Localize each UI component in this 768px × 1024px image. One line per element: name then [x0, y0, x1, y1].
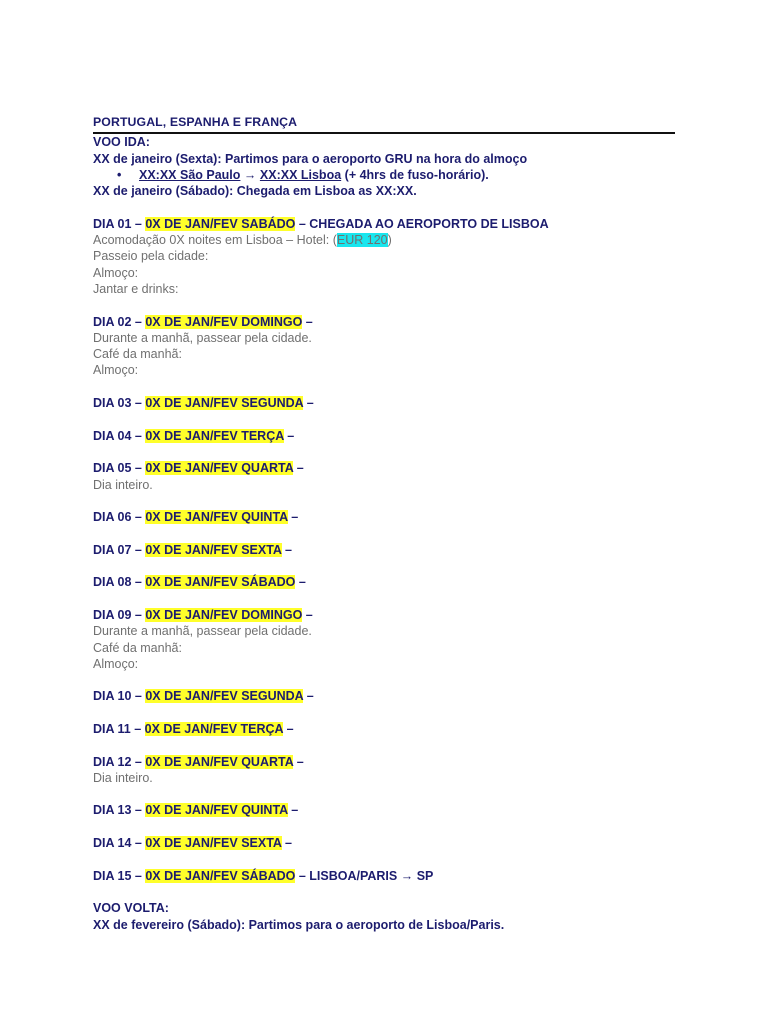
day-prefix: DIA 01 –	[93, 216, 146, 231]
day-destination: SP	[416, 868, 434, 883]
day-suffix: –	[281, 836, 292, 851]
day-heading-01	[93, 216, 675, 232]
spacer	[93, 379, 675, 395]
spacer	[93, 199, 675, 215]
voo-ida-line-2: XX de janeiro (Sábado): Chegada em Lisboa as XX:XX.	[93, 184, 417, 199]
day-detail: Café da manhã:	[93, 347, 182, 362]
day-date-highlight: 0X DE JAN/FEV SÁBADO	[145, 575, 296, 590]
day-suffix: –	[303, 689, 314, 704]
hotel-line	[93, 232, 675, 248]
flight-bullet	[93, 167, 675, 183]
day-heading-07	[93, 542, 675, 558]
day-suffix: –	[283, 721, 294, 736]
day-prefix: DIA 07 –	[93, 542, 146, 557]
day-prefix: DIA 12 –	[93, 754, 146, 769]
day-date-highlight: 0X DE JAN/FEV SÁBADO	[145, 868, 296, 883]
spacer	[93, 884, 675, 900]
spacer	[93, 493, 675, 509]
day-suffix: –	[295, 575, 306, 590]
day-prefix: DIA 14 –	[93, 836, 146, 851]
day-date-highlight: 0X DE JAN/FEV DOMINGO	[145, 314, 303, 329]
hotel-paren: )	[387, 233, 392, 248]
day-heading-15	[93, 868, 675, 884]
day-date-highlight: 0X DE JAN/FEV QUARTA	[145, 461, 294, 476]
day-prefix: DIA 11 –	[93, 721, 145, 736]
day-date-highlight: 0X DE JAN/FEV TERÇA	[144, 721, 284, 736]
day-suffix: –	[303, 396, 314, 411]
day-suffix: –	[287, 510, 299, 525]
day-detail: Almoço:	[93, 363, 139, 378]
almoco-line: Almoço:	[93, 265, 139, 280]
day-date-highlight: 0X DE JAN/FEV TERÇA	[145, 428, 284, 443]
day-date-highlight: 0X DE JAN/FEV QUINTA	[145, 510, 288, 525]
day-heading-02	[93, 314, 675, 330]
arrow-right-icon: →	[243, 167, 257, 182]
voo-ida-heading: VOO IDA:	[93, 135, 150, 150]
document-title: PORTUGAL, ESPANHA E FRANÇA	[93, 114, 675, 134]
departure-time: XX:XX São Paulo	[139, 167, 241, 182]
day-suffix: –	[283, 428, 295, 443]
document-body	[93, 114, 675, 933]
day-date-highlight: 0X DE JAN/FEV QUINTA	[145, 803, 288, 818]
spacer	[93, 591, 675, 607]
spacer	[93, 558, 675, 574]
day-detail: Durante a manhã, passear pela cidade.	[93, 624, 312, 639]
day-suffix: – LISBOA/PARIS	[295, 868, 398, 883]
spacer	[93, 411, 675, 427]
day-heading-12	[93, 754, 675, 770]
day-prefix: DIA 13 –	[93, 803, 146, 818]
day-heading-11	[93, 721, 675, 737]
day-suffix: –	[302, 314, 313, 329]
day-detail: Dia inteiro.	[93, 770, 153, 785]
day-date-highlight: 0X DE JAN/FEV QUARTA	[145, 754, 294, 769]
day-prefix: DIA 02 –	[93, 314, 146, 329]
day-suffix: – CHEGADA AO AEROPORTO DE LISBOA	[295, 216, 549, 231]
day-date-highlight: 0X DE JAN/FEV SEXTA	[145, 836, 282, 851]
day-detail: Almoço:	[93, 656, 139, 671]
day-detail: Café da manhã:	[93, 640, 182, 655]
day-date-highlight: 0X DE JAN/FEV SEGUNDA	[145, 689, 304, 704]
day-date-highlight: 0X DE JAN/FEV SABÁDO	[145, 216, 296, 231]
day-date-highlight: 0X DE JAN/FEV DOMINGO	[145, 607, 303, 622]
voo-volta-heading: VOO VOLTA:	[93, 901, 169, 916]
day-suffix: –	[287, 803, 299, 818]
day-heading-08	[93, 574, 675, 590]
day-prefix: DIA 10 –	[93, 689, 146, 704]
spacer	[93, 297, 675, 313]
day-heading-06	[93, 509, 675, 525]
day-heading-05	[93, 460, 675, 476]
day-prefix: DIA 05 –	[93, 461, 146, 476]
jantar-line: Jantar e drinks:	[93, 281, 179, 296]
day-heading-09	[93, 607, 675, 623]
spacer	[93, 819, 675, 835]
spacer	[93, 525, 675, 541]
day-suffix: –	[293, 754, 304, 769]
spacer	[93, 786, 675, 802]
day-date-highlight: 0X DE JAN/FEV SEXTA	[145, 542, 282, 557]
day-suffix: –	[302, 607, 313, 622]
day-detail: Durante a manhã, passear pela cidade.	[93, 330, 312, 345]
passeio-line: Passeio pela cidade:	[93, 249, 209, 264]
day-prefix: DIA 06 –	[93, 510, 146, 525]
arrow-right-icon: →	[400, 868, 414, 883]
arrival-time: XX:XX Lisboa	[259, 167, 342, 182]
day-suffix: –	[281, 542, 292, 557]
spacer	[93, 444, 675, 460]
day-prefix: DIA 03 –	[93, 396, 146, 411]
hotel-price-highlight: EUR 120	[336, 233, 388, 248]
day-date-highlight: 0X DE JAN/FEV SEGUNDA	[145, 396, 304, 411]
day-suffix: –	[293, 461, 304, 476]
day-heading-03	[93, 395, 675, 411]
spacer	[93, 672, 675, 688]
spacer	[93, 737, 675, 753]
bullet-icon: •	[117, 167, 122, 182]
day-prefix: DIA 08 –	[93, 575, 146, 590]
day-heading-04	[93, 428, 675, 444]
spacer	[93, 851, 675, 867]
voo-ida-line-1: XX de janeiro (Sexta): Partimos para o aeroporto GRU na hora do almoço	[93, 151, 528, 166]
day-prefix: DIA 15 –	[93, 868, 146, 883]
voo-volta-line-1: XX de fevereiro (Sábado): Partimos para o aeroporto de Lisboa/Paris.	[93, 917, 505, 932]
day-heading-14	[93, 835, 675, 851]
day-heading-10	[93, 688, 675, 704]
timezone-note: (+ 4hrs de fuso-horário).	[344, 167, 489, 182]
day-prefix: DIA 09 –	[93, 607, 146, 622]
hotel-text: Acomodação 0X noites em Lisboa – Hotel: (	[93, 233, 337, 248]
day-detail: Dia inteiro.	[93, 477, 153, 492]
spacer	[93, 705, 675, 721]
day-heading-13	[93, 802, 675, 818]
day-prefix: DIA 04 –	[93, 428, 146, 443]
